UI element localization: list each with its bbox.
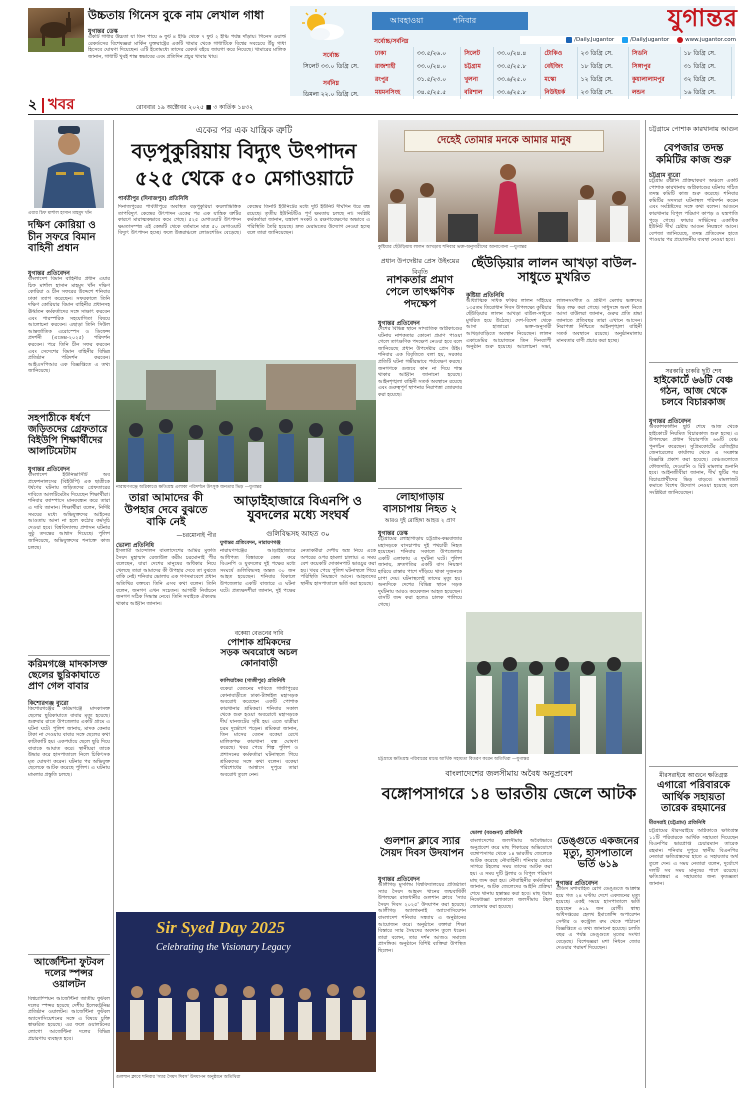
pdb-kicker: সরকারি চাকরি ছুটি শেষ [665,368,722,375]
power-byline: পার্বতীপুর (দিনাজপুর) প্রতিনিধি [118,196,189,202]
facebook-icon [566,37,572,43]
pdb-byline: যুগান্তর প্রতিবেদন [649,418,691,425]
sir-syed-banner [116,912,376,1072]
fire-photo-caption: নারায়ণগঞ্জে অগ্নিকাণ্ডে ক্ষতিগ্রস্ত এলাকা পরিদর্শনে উৎসুক জনতার ভিড় —যুগান্তর [116,485,262,490]
nashkata-kicker: প্রধান উপদেষ্টার প্রেস উইংয়ের বিবৃতি [380,257,460,276]
weather-max-label: সর্বোচ্চ [322,52,340,59]
nashkata-story [378,256,462,486]
masthead-logo: যুগান্তর [667,3,738,32]
weather-city: সিডনি [628,47,680,60]
weather-table-header: সর্বোচ্চ/সর্বনিম্ন [374,38,409,45]
lalon-headline: ছেঁউড়িয়ার লালন আখড়া বাউল-সাধুতে মুখরিত [471,255,637,285]
rape-body: বাংলাদেশ ইউনিভার্সিটি অব প্রফেশনালসের (বিইউপি) এক ছাত্রীকে ধর্ষণের ঘটনায় জড়িতদের গ্রেফতারের দাবিতে আলটিমেটাম দিয়েছেন শিক্ষার্থীরা। শনিবার ক্যাম্পাসে মানববন্ধন করে তারা এ দাবি জানান। শিক্ষার্থীরা বলেন, নির্দিষ্ট সময়ের মধ্যে অভিযুক্তদের আইনের আওতায় আনা না হলে কঠোর কর্মসূচি দেওয়া হবে। বিশ্ববিদ্যালয় প্রশাসন ঘটনার সুষ্ঠু তদন্তের আশ্বাস দিয়েছে। পুলিশ জানিয়েছে, অভিযুক্তদের শনাক্তে কাজ চলছে। [28,472,110,551]
arai-byline: যুগান্তর প্রতিবেদন, নারায়ণগঞ্জ [220,540,281,546]
weather-city: খুলনা [461,73,494,86]
argentina-headline: আর্জেন্টিনা ফুটবল দলের স্পন্সর ওয়ালটন [34,957,104,990]
jele-story [378,768,640,828]
rape-headline: সহপাঠীকে ধর্ষণে জড়িতদের গ্রেফতারে বিইউপি শিক্ষার্থীদের আলটিমেটাম [28,413,108,457]
weather-temp: ১৮ ডিগ্রি সে. [577,60,628,73]
arai-continued [302,628,376,860]
arai-body: নারায়ণগঞ্জের আড়াইহাজারে আধিপত্য বিস্তারকে কেন্দ্র করে বিএনপি ও যুবদলের দুই পক্ষের মধ্যে সংঘর্ষে গুলিবিদ্ধসহ অন্তত ৩০ জন আহত হয়েছেন। শনিবার বিকালে উপজেলার একটি বাজারে এ ঘটনা ঘটে। প্রত্যক্ষদর্শীরা জানান, দুই পক্ষের নেতাকর্মীরা দেশীয় অস্ত্র নিয়ে একে অপরের ওপর হামলা চালায়। এ সময় বেশ কয়েকটি দোকানপাট ভাঙচুর করা হয়। খবর পেয়ে পুলিশ ঘটনাস্থলে গিয়ে পরিস্থিতি নিয়ন্ত্রণে আনে। আহতদের স্থানীয় হাসপাতালে ভর্তি করা হয়েছে। [220,548,376,594]
weather-temp: ৩২ ডিগ্রি সে. [680,73,731,86]
dengue-headline: ডেঙ্গুতে একজনের মৃত্যু, হাসপাতালে ভর্তি ৬১৯ [557,836,639,870]
sir-syed-story [378,828,466,1088]
weather-max-value: সিলেট ৩৩.০ ডিগ্রি সে. [303,63,359,70]
power-body: দিনাজপুরের পার্বতীপুরে অবস্থিত বড়পুকুরিয়া কয়লাভিত্তিক তাপবিদ্যুৎ কেন্দ্রের উৎপাদন একের পর এক যান্ত্রিক ত্রুটির কারণে মারাত্মকভাবে কমে গেছে। ৫২৫ মেগাওয়াট উৎপাদন ক্ষমতাসম্পন্ন এই কেন্দ্রটি থেকে বর্তমানে মাত্র ৫০ মেগাওয়াট বিদ্যুৎ উৎপাদন হচ্ছে। ফলে উত্তরাঞ্চলে লোডশেডিং বেড়েছে। কেন্দ্রের তিনটি ইউনিটের মধ্যে দুটি ইউনিট দীর্ঘদিন ধরে বন্ধ রয়েছে। তৃতীয় ইউনিটটিও পূর্ণ ক্ষমতায় চলছে না। সংশ্লিষ্ট কর্মকর্তারা জানান, যন্ত্রাংশ সংকট ও রক্ষণাবেক্ষণের অভাবে এ পরিস্থিতি তৈরি হয়েছে। দ্রুত মেরামতের উদ্যোগ নেওয়া হচ্ছে বলে তারা জানিয়েছেন। [118,204,370,237]
power-kicker: একের পর এক যান্ত্রিক ত্রুটি [195,126,293,136]
weather-city: ময়মনসিংহ [372,86,413,99]
weather-city: রাজশাহী [372,60,413,73]
dengue-story [556,828,640,1088]
lohagara-kicker: আরও দুই রোহিঙ্গা আহত ২ প্রাণ [384,518,456,524]
nashkata-byline: যুগান্তর প্রতিবেদন [378,320,420,327]
relief-caption: চট্টগ্রামে ক্ষতিগ্রস্ত পরিবারের মাঝে আর্থিক সহায়তা বিতরণ করেন অতিথিরা —যুগান্তর [378,757,529,762]
mirsarai-body: চট্টগ্রামের মীরসরাইয়ে অগ্নিকাণ্ডে ক্ষতিগ্রস্ত ১১টি পরিবারকে আর্থিক সহায়তা দিয়েছেন বিএনপির ভারপ্রাপ্ত চেয়ারম্যান তারেক রহমান। শনিবার দুপুরে স্থানীয় বিএনপির নেতারা ক্ষতিগ্রস্তদের হাতে এ সহায়তার অর্থ তুলে দেন। এ সময় নেতারা বলেন, দুর্যোগে দলটি সব সময় মানুষের পাশে রয়েছে। ক্ষতিগ্রস্তরা এ সহায়তার জন্য কৃতজ্ঞতা জানান। [649,828,738,887]
mirsarai-byline: মীরসরাই (চট্টগ্রাম) প্রতিনিধি [649,820,706,826]
air-chief-headline: দক্ষিণ কোরিয়া ও চীন সফরে বিমান বাহিনী প্রধান [28,220,96,254]
arai-headline: আড়াইহাজারে বিএনপি ও যুবদলের মধ্যে সংঘর্ষ [234,493,362,523]
bepza-byline: চট্টগ্রাম ব্যুরো [649,172,681,179]
facebook-link[interactable]: /Daily.Jugantor [566,37,614,43]
bepza-headline: বেপজার তদন্ত কমিটির কাজ শুরু [656,142,731,167]
karimganj-story [28,660,110,950]
fire-photo [116,360,376,482]
weather-temp: ৩৩.৬/২৫.০ [494,73,541,86]
weather-city: বরিশাল [461,86,494,99]
weather-temp: ৩৩.৬/২৫.৮ [494,86,541,99]
power-story [116,120,372,356]
weather-tab [372,12,528,30]
nashkata-headline: নাশকতার প্রমাণ পেলে তাৎক্ষণিক পদক্ষেপ [385,274,455,311]
lalon-photo-banner: দেহেই তোমার মনকে আমার মানুষ [404,130,604,152]
weather-city: মস্কো [541,73,577,86]
top-left-body: একটি গাধার উচ্চতা যা তিন পায়ে ৬ ফুট ৪ ইঞ্চি থেকে ৭ ফুট ২ ইঞ্চি পর্যন্ত দাঁড়ায়। গিনেস ওয়ার্ল্ড রেকর্ডসের বিশেষজ্ঞরা মার্কিন যুক্তরাষ্ট্রের একটি খামার থেকে গাধাটিকে বিশ্বের সবচেয়ে উঁচু গাধা হিসেবে ঘোষণা দিয়েছেন। এটি ইতোমধ্যে তাদের রেকর্ড বইয়ে জায়গা করে নিয়েছে। খামারের মালিক জানান, গাধাটি খুবই শান্ত স্বভাবের এবং প্রতিদিন প্রচুর খাবার খায়। [88,34,286,60]
twitter-icon [622,37,628,43]
weather-city: টোকিও [541,47,577,60]
jele-body-block [470,828,552,1088]
argentina-body: বিশ্বচ্যাম্পিয়ন আর্জেন্টিনা জাতীয় ফুটবল দলের স্পন্সর হয়েছে দেশীয় ইলেকট্রনিক্স প্রতিষ্ঠান ওয়ালটন। আর্জেন্টিনা ফুটবল অ্যাসোসিয়েশনের সঙ্গে এ বিষয়ে চুক্তি স্বাক্ষরিত হয়েছে। এর ফলে ওয়ালটনের লোগো আর্জেন্টিনা দলের বিভিন্ন প্রচারণায় ব্যবহৃত হবে। [28,996,110,1042]
weather-sun-icon [294,8,350,44]
rape-story [28,414,110,652]
sir-syed-banner-title: Sir Syed Day 2025 [156,918,285,937]
air-chief-byline: যুগান্তর প্রতিবেদন [28,270,70,277]
karimganj-body: কিশোরগঞ্জের করিমগঞ্জে মাদকাসক্ত ছেলের ছুরিকাঘাতে বাবার মৃত্যু হয়েছে। শুক্রবার রাতে উপজেলার একটি গ্রামে এ ঘটনা ঘটে। পুলিশ জানায়, মাদক কেনার টাকা না দেওয়ায় বাবার সঙ্গে ছেলের কথা কাটাকাটি হয়। একপর্যায়ে ছেলে ছুরি দিয়ে বাবাকে আঘাত করে। স্থানীয়রা তাকে উদ্ধার করে হাসপাতালে নিলে চিকিৎসক মৃত ঘোষণা করেন। ঘটনার পর অভিযুক্ত ছেলেকে আটক করেছে পুলিশ। এ ঘটনায় মামলার প্রস্তুতি চলছে। [28,706,110,778]
wages-kicker: বকেয়া বেতনের দাবি [234,630,284,637]
dengue-byline: যুগান্তর প্রতিবেদন [556,880,598,887]
weather-city: বেইজিং [541,60,577,73]
bepza-kicker: চট্টগ্রামে পোশাক কারখানায় আগুন [649,125,738,133]
weather-day: শনিবার [453,15,477,25]
weather-city: সিলেট [461,47,494,60]
weather-temp: ১২ ডিগ্রি সে. [577,73,628,86]
tara-headline: তারা আমাদের কী উপহার দেবে বুঝতে বাকি নেই [124,492,208,529]
mirsarai-story [649,770,738,1088]
dengue-body: এডিস মশাবাহিত রোগ ডেঙ্গুতে আক্রান্ত হয়ে গত ২৪ ঘণ্টায় দেশে একজনের মৃত্যু হয়েছে। একই সময়ে হাসপাতালে ভর্তি হয়েছেন ৬১৯ জন রোগী। স্বাস্থ্য অধিদপ্তরের হেলথ ইমার্জেন্সি অপারেশন সেন্টার ও কন্ট্রোল রুম থেকে পাঠানো বিজ্ঞপ্তিতে এ তথ্য জানানো হয়েছে। চলতি বছর এ পর্যন্ত ডেঙ্গুতে মৃতের সংখ্যা বেড়েছে। বিশেষজ্ঞরা মশা নিধনে জোর দেওয়ার পরামর্শ দিয়েছেন। [556,886,640,952]
section-divider [42,98,44,113]
weather-city: চট্টগ্রাম [461,60,494,73]
lohagara-headline: লোহাগাড়ায় বাসচাপায় নিহত ২ [383,492,457,515]
wages-story [220,628,298,860]
mirsarai-headline: এগারো পরিবারকে আর্থিক সহায়তা তারেক রহমানের [656,780,731,814]
sir-syed-headline: গুলশান ক্লাবে স্যার সৈয়দ দিবস উদযাপন [380,836,464,859]
section-name: খবর [48,95,75,113]
weather-temp: ৩৩.৫/২৫.৮ [494,60,541,73]
donkey-photo [28,8,84,52]
tara-byline: ভোলা প্রতিনিধি [116,542,155,549]
twitter-link[interactable]: /DailyJugantor [622,37,669,43]
lalon-body: আধ্যাত্মিক সাধক ফকির লালন সাঁইয়ের ১৩৫তম তিরোধান দিবস উপলক্ষ্যে কুষ্টিয়ার ছেঁউড়িয়ার লালন আখড়া বাউল-সাধুতে মুখরিত হয়ে উঠেছে। দেশ-বিদেশ থেকে আসা হাজারো ভক্ত-অনুসারী আখড়াবাড়িতে অবস্থান নিয়েছেন। লালন একাডেমির আয়োজনে তিন দিনব্যাপী অনুষ্ঠান শুরু হয়েছে। আলোচনা সভা, লালনসংগীত ও গ্রামীণ মেলায় ভক্তদের ভিড় লক্ষ করা গেছে। সাধুসঙ্গে অংশ নিতে আসা বাউলরা জানান, গুরুর প্রতি শ্রদ্ধা জানাতে প্রতিবছর তারা এখানে আসেন। নিরাপত্তা নিশ্চিতে আইনশৃঙ্খলা বাহিনী সতর্ক অবস্থানে রয়েছে। অনুষ্ঠানমালায় মানবতার বাণী প্রচার করা হচ্ছে। [466,298,642,351]
weather-city: সিঙ্গাপুর [628,60,680,73]
weather-temp: ২৩ ডিগ্রি সে. [577,47,628,60]
weather-temp: ২৩ ডিগ্রি সে. [577,86,628,99]
weather-row [372,60,732,73]
wages-headline: পোশাক শ্রমিকদের সড়ক অবরোধে অচল কোনাবাড়ী [220,638,298,669]
mirsarai-kicker: মীরসরাইয়ে আগুনে ক্ষতিগ্রস্ত [659,772,728,779]
lohagara-byline: যুগান্তর ডেস্ক [378,530,408,537]
weather-city: ঢাকা [372,47,413,60]
tara-story [116,492,216,772]
weather-rows [372,47,732,99]
wages-body: বকেয়া বেতনের দাবিতে গাজীপুরের কোনাবাড়ীতে ঢাকা-টাঙ্গাইল মহাসড়ক অবরোধ করেছেন একটি পোশাক কারখানার শ্রমিকরা। শনিবার সকাল থেকে শুরু হওয়া অবরোধে মহাসড়কে দীর্ঘ যানজটের সৃষ্টি হয়। এতে যাত্রীরা চরম দুর্ভোগে পড়েন। শ্রমিকরা জানান, তিন মাসের বেতন বকেয়া রেখে মালিকপক্ষ কারখানা বন্ধ ঘোষণা করেছে। খবর পেয়ে শিল্প পুলিশ ও প্রশাসনের কর্মকর্তারা ঘটনাস্থলে গিয়ে শ্রমিকদের সঙ্গে কথা বলেন। বকেয়া পরিশোধের আশ্বাসে দুপুরে তারা অবরোধ তুলে নেন। [220,686,298,778]
nashkata-body: দেশের বিভিন্ন স্থানে সাম্প্রতিক অগ্নিকাণ্ডের ঘটনায় নাশকতার কোনো প্রমাণ পাওয়া গেলে তাৎক্ষণিক পদক্ষেপ নেওয়া হবে বলে জানিয়েছে প্রধান উপদেষ্টার প্রেস উইং। শনিবার এক বিবৃতিতে বলা হয়, সরকার প্রতিটি ঘটনা গভীরভাবে পর্যবেক্ষণ করছে। জনগণকে গুজবে কান না দিয়ে শান্ত থাকার আহ্বান জানানো হয়েছে। আইনশৃঙ্খলা বাহিনী সতর্ক অবস্থানে রয়েছে এবং গুরুত্বপূর্ণ স্থাপনার নিরাপত্তা জোরদার করা হয়েছে। [378,326,462,398]
weather-table [372,36,732,99]
arai-story [220,492,376,622]
karimganj-byline: কিশোরগঞ্জ ব্যুরো [28,700,69,707]
air-chief-body: বাংলাদেশ বিমান বাহিনীর প্রধান এয়ার চিফ মার্শাল হাসান মাহমুদ খাঁন দক্ষিণ কোরিয়া ও চীন সফরের উদ্দেশে শনিবার ঢাকা ত্যাগ করেছেন। সফরকালে তিনি দক্ষিণ কোরিয়ার বিমান বাহিনীর প্রধানসহ ঊর্ধ্বতন কর্মকর্তাদের সঙ্গে সাক্ষাৎ করবেন এবং পারস্পরিক সহযোগিতা বিষয়ে আলোচনা করবেন। এছাড়া তিনি সিউল আন্তর্জাতিক এরোস্পেস ও ডিফেন্স প্রদর্শনী (এডেক্স-২০২৫) পরিদর্শন করবেন। পরে তিনি চীন সফর করবেন এবং সেদেশের বিমান বাহিনীর বিভিন্ন প্রতিষ্ঠান পরিদর্শন করবেন। আইএসপিআর এক বিজ্ঞপ্তিতে এ তথ্য জানিয়েছে। [28,276,110,375]
air-chief-story [28,120,110,408]
weather-temp: ১৮ ডিগ্রি সে. [680,47,731,60]
lalon-photo [378,120,640,242]
top-left-headline: উচ্চতায় গিনেস বুকে নাম লেখাল গাধা [88,8,264,22]
lohagara-body: চট্টগ্রামের লোহাগাড়ায় চট্টগ্রাম-কক্সবাজার মহাসড়কে বাসচাপায় দুই পথচারী নিহত হয়েছেন। শনিবার সকালে উপজেলার একটি এলাকায় এ দুর্ঘটনা ঘটে। পুলিশ জানায়, দ্রুতগতির একটি বাস নিয়ন্ত্রণ হারিয়ে রাস্তার পাশে দাঁড়িয়ে থাকা দুজনকে চাপা দেয়। ঘটনাস্থলেই তাদের মৃত্যু হয়। অন্যদিকে দেশের বিভিন্ন স্থানে সড়ক দুর্ঘটনায় আরও কয়েকজন আহত হয়েছেন। বাসটি জব্দ করা হলেও চালক পালিয়ে গেছে। [378,536,462,608]
relief-photo [466,612,642,754]
weather-row [372,47,732,60]
page-number: ২ [28,97,38,113]
weather-temp: ৩১ ডিগ্রি সে. [680,60,731,73]
argentina-story [28,958,110,1088]
weather-temp: ৩৪.৫/২৫.৫ [413,86,460,99]
pdb-story [649,366,738,756]
weather-city: লন্ডন [628,86,680,99]
weather-temp: ৩১.৫/২৩.০ [413,73,460,86]
pdb-body: অবকাশকালীন ছুটি শেষে আজ থেকে হাইকোর্টে নিয়মিত বিচারকাজ শুরু হচ্ছে। এ উপলক্ষ্যে প্রধান বিচারপতি ৬৬টি বেঞ্চ পুনর্গঠন করেছেন। সুপ্রিমকোর্টের রেজিস্ট্রার জেনারেলের কার্যালয় থেকে এ সংক্রান্ত বিজ্ঞপ্তি প্রকাশ করা হয়েছে। বেঞ্চগুলোতে ফৌজদারি, দেওয়ানি ও রিট মামলার শুনানি হবে। আইনজীবীরা জানান, দীর্ঘ ছুটির পর বিচারপ্রার্থীদের ভিড় বাড়বে। মামলাজট কমাতে বিশেষ উদ্যোগ নেওয়া হয়েছে বলে সংশ্লিষ্টরা জানিয়েছেন। [649,424,738,496]
wages-byline: কালিয়াকৈর (গাজীপুর) প্রতিনিধি [220,678,286,684]
masthead-social [520,36,738,44]
sir-syed-body: আলীগড় মুসলিম বিশ্ববিদ্যালয়ের প্রতিষ্ঠাতা স্যার সৈয়দ আহমদ খানের জন্মবার্ষিকী উপলক্ষ্যে রাজধানীর গুলশান ক্লাবে 'স্যার সৈয়দ দিবস ২০২৫' উদযাপন করা হয়েছে। আলীগড় অ্যালামনাই অ্যাসোসিয়েশন বাংলাদেশ শনিবার সন্ধ্যায় এ অনুষ্ঠানের আয়োজন করে। অনুষ্ঠানে বক্তারা শিক্ষা বিস্তারে স্যার সৈয়দের অবদান তুলে ধরেন। তারা বলেন, তার দর্শন আজও সমাজে প্রাসঙ্গিক। অনুষ্ঠানে বিশিষ্ট ব্যক্তিরা উপস্থিত ছিলেন। [378,882,466,954]
power-headline: বড়পুকুরিয়ায় বিদ্যুৎ উৎপাদন ৫২৫ থেকে ৫০ মেগাওয়াটে [131,139,357,190]
sir-syed-byline: যুগান্তর প্রতিবেদন [378,876,420,883]
jele-headline: বঙ্গোপসাগরে ১৪ ভারতীয় জেলে আটক [381,784,637,803]
website-link[interactable]: www.jugantor.com [677,37,736,43]
weather-city: কুয়ালালামপুর [628,73,680,86]
weather-temp: ১৬ ডিগ্রি সে. [680,86,731,99]
top-left-story [28,8,286,94]
tara-attrib: —চরমোনাই পীর [176,532,216,539]
bepza-body: চট্টগ্রাম রপ্তানি প্রক্রিয়াকরণ অঞ্চলে একটি পোশাক কারখানায় অগ্নিকাণ্ডের ঘটনায় গঠিত তদন্ত কমিটি কাজ শুরু করেছে। শনিবার কমিটির সদস্যরা ঘটনাস্থল পরিদর্শন করেন এবং সংশ্লিষ্টদের সঙ্গে কথা বলেন। আগুনে কারখানার বিপুল পরিমাণ কাপড় ও যন্ত্রপাতি পুড়ে গেছে। ফায়ার সার্ভিসের একাধিক ইউনিট দীর্ঘ চেষ্টায় আগুন নিয়ন্ত্রণে আনে। বেপজা জানিয়েছে, তদন্ত প্রতিবেদন হাতে পাওয়ার পর প্রয়োজনীয় ব্যবস্থা নেওয়া হবে। [649,178,738,244]
lohagara-story [378,492,462,612]
section-date: রোববার ১৯ অক্টোবর ২০২৫ ■ ৩ কার্তিক ১৪৩২ [136,104,254,111]
weather-tab-label: আবহাওয়া [390,15,424,25]
tara-body: ইসলামী আন্দোলন বাংলাদেশের আমির মুফতি সৈয়দ মুহাম্মাদ রেজাউল করীম চরমোনাই পীর বলেছেন, যারা দেশের মানুষের অধিকার নিয়ে খেলছে তারা আমাদের কী উপহার দেবে তা বুঝতে বাকি নেই। শনিবার ভোলায় এক গণসমাবেশে প্রধান অতিথির বক্তব্যে তিনি এসব কথা বলেন। তিনি বলেন, জনগণ এখন সচেতন। আগামী নির্বাচনে জনগণ সঠিক সিদ্ধান্ত নেবে। তিনি সবাইকে ঐক্যবদ্ধ থাকার আহ্বান জানান। [116,548,216,607]
weather-min-label: সর্বনিম্ন [323,80,339,87]
jele-byline: ভোলা (বরগুনা) প্রতিনিধি [470,830,523,836]
sir-syed-banner-sub: Celebrating the Visionary Legacy [156,942,291,953]
lalon-story [466,256,642,606]
jele-body: বাংলাদেশের জলসীমায় অবৈধভাবে অনুপ্রবেশ করে মাছ শিকারের অভিযোগে বঙ্গোপসাগর থেকে ১৪ ভারতীয় জেলেকে আটক করেছে নৌবাহিনী। শনিবার ভোরে সাগরে টহলের সময় তাদের আটক করা হয়। এ সময় দুটি ট্রলার ও বিপুল পরিমাণ মাছ জব্দ করা হয়। নৌবাহিনীর কর্মকর্তারা জানান, আটক জেলেদের আইনি প্রক্রিয়া শেষে থানায় হস্তান্তর করা হবে। মাছ ধরায় নিষেধাজ্ঞা চলাকালে জলসীমায় টহল জোরদার করা হয়েছে। [470,838,552,910]
pdb-headline: হাইকোর্টে ৬৬টি বেঞ্চ গঠন, আজ থেকে চলবে বিচারকাজ [653,375,734,408]
weather-city: নিউইয়র্ক [541,86,577,99]
rape-byline: যুগান্তর প্রতিবেদন [28,466,70,473]
weather-temp: ৩৩.৫/২৬.০ [413,47,460,60]
lalon-byline: কুষ্টিয়া প্রতিনিধি [466,292,504,299]
air-chief-photo [34,120,104,208]
globe-icon [677,37,683,43]
weather-max-block [294,50,368,100]
weather-min-value: ডিমলা ২২.০ ডিগ্রি সে. [303,91,359,98]
karimganj-headline: করিমগঞ্জে মাদকাসক্ত ছেলের ছুরিকাঘাতে প্রাণ গেল বাবার [28,659,108,692]
air-chief-caption: এয়ার চিফ মার্শাল হাসান মাহমুদ খাঁন [28,211,92,216]
sir-syed-caption: গুলশান ক্লাবে শনিবার 'স্যার সৈয়দ দিবস' উদযাপন অনুষ্ঠানে অতিথিরা [116,1075,241,1080]
weather-temp: ৩৩.০/২৪.০ [413,60,460,73]
weather-row [372,73,732,86]
lalon-caption: কুষ্টিয়ার ছেঁউড়িয়ায় লালন আখড়ায় শনিবার ভক্ত-অনুসারীদের আনাগোনা —যুগান্তর [378,245,527,250]
arai-kicker: গুলিবিদ্ধসহ আহত ৩০ [266,530,330,538]
section-bar [28,97,738,115]
weather-city: রংপুর [372,73,413,86]
bepza-story [649,120,738,360]
weather-temp: ৩৩.০/২৪.৪ [494,47,541,60]
top-left-byline: যুগান্তর ডেস্ক [88,28,118,35]
jele-kicker: বাংলাদেশের জলসীমায় অবৈধ অনুপ্রবেশ [445,769,573,778]
